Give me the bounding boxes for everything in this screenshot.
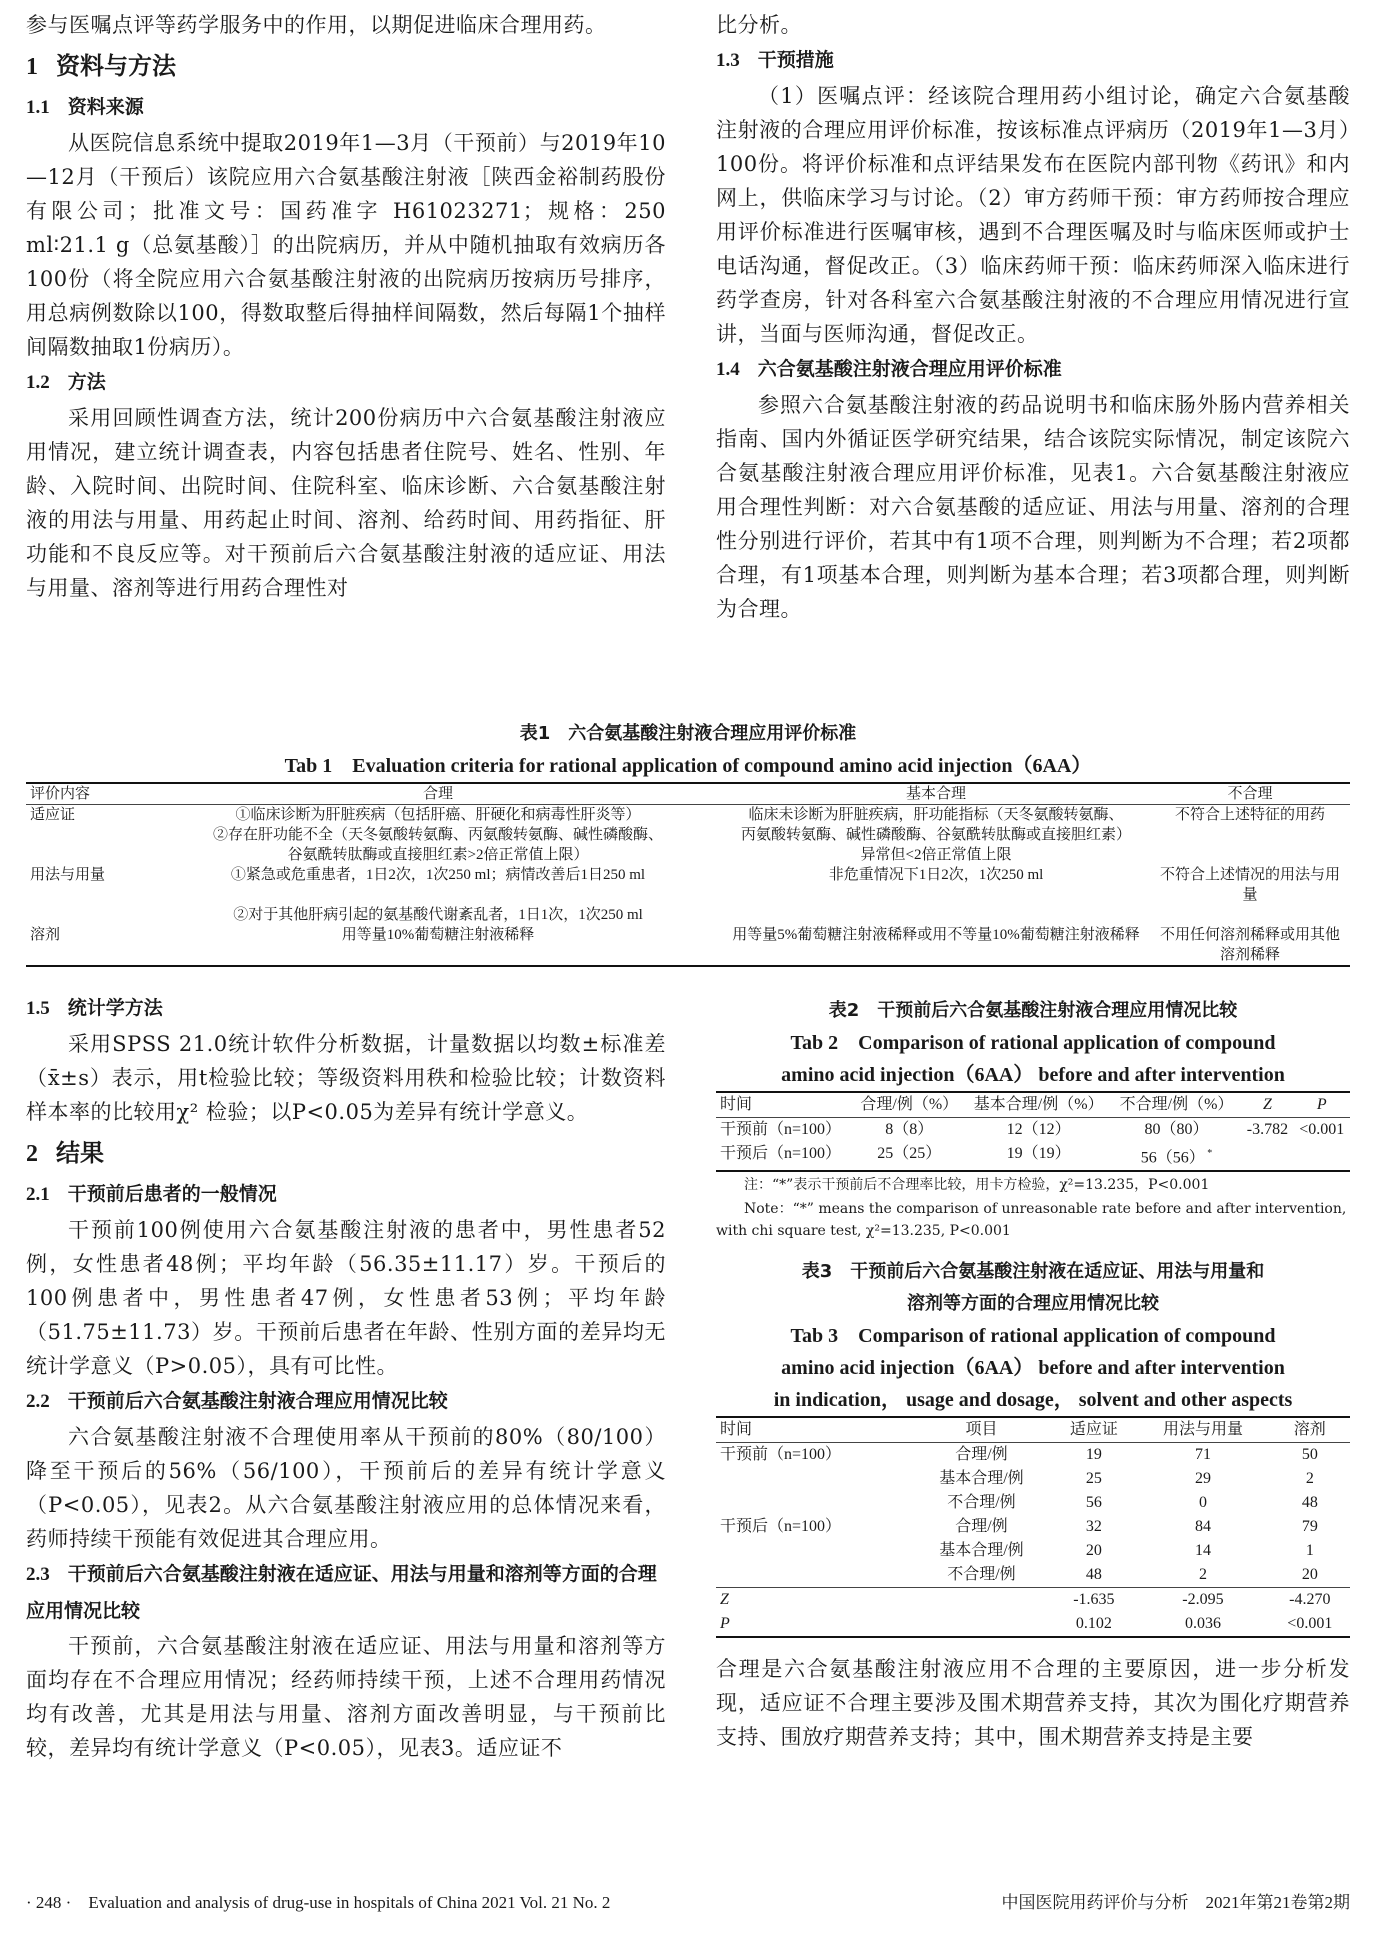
table-3-cell-item: 基本合理/例 (939, 1470, 1024, 1488)
table-3-stat-label: P (720, 1615, 730, 1633)
table-1-caption-cn: 表1 六合氨基酸注射液合理应用评价标准 (519, 723, 857, 744)
table-3-cell-time (716, 1563, 911, 1588)
table-3-header-row (716, 1417, 1350, 1443)
table-2-header-p: P (1316, 1096, 1327, 1113)
right-column-top (716, 8, 1350, 626)
paragraph-tail: 比分析。 (716, 13, 802, 37)
table-1-caption-en: Tab 1 Evaluation criteria for rational application of compound amino acid injection（6AA） (284, 755, 1092, 777)
table-3-cell-time: 干预后（n=100） (720, 1518, 842, 1536)
table-2-caption-en-2: amino acid injection（6AA） before and after intervention (781, 1064, 1285, 1086)
table-2-cell-z: -3.782 (1246, 1121, 1289, 1138)
table-2-row (716, 1118, 1350, 1143)
table-3-row (716, 1491, 1350, 1515)
table-3-cell-indication: 56 (1085, 1494, 1102, 1512)
table-2-caption-cn: 表2 干预前后六合氨基酸注射液合理应用情况比较 (828, 1000, 1238, 1021)
paragraph-2-1: 干预前100例使用六合氨基酸注射液的患者中，男性患者52例，女性患者48例；平均年龄（56.35±11.17）岁。干预后的100例患者中，男性患者47例，女性患者53例；平均年龄（51.75±11.73）岁。干预前后患者在年龄、性别方面的差异均无统计学意义（P>0.05），具有可比性。 (26, 1218, 666, 1378)
table-1-cell-unreasonable: 不符合上述情况的用法与用量 (1159, 867, 1340, 903)
table-2-cell-reasonable: 8（8） (885, 1121, 934, 1138)
table-2 (716, 995, 1350, 1242)
table-1-header-row (26, 783, 1350, 805)
table-3-cell-usage: 71 (1194, 1446, 1211, 1464)
table-3-header-indication: 适应证 (1069, 1421, 1118, 1439)
section-2-2-heading: 2.2 干预前后六合氨基酸注射液合理应用情况比较 (26, 1390, 448, 1412)
table-1-cell-reasonable: 谷氨酰转肽酶或直接胆红素>2倍正常值上限） (287, 847, 589, 863)
table-2-header-time: 时间 (720, 1096, 753, 1113)
table-3-row (716, 1539, 1350, 1563)
table-1-header-unreasonable: 不合理 (1227, 786, 1273, 802)
table-3-stat-usage: 0.036 (1184, 1615, 1221, 1633)
table-1-cell-basic: 用等量5%葡萄糖注射液稀释或用不等量10%葡萄糖注射液稀释 (732, 927, 1140, 943)
table-2-note-cn: 注：“*”表示干预前后不合理率比较，用卡方检验，χ²=13.235，P<0.001 (744, 1177, 1210, 1194)
table-2-note-en: Note：“*” means the comparison of unreasonable rate before and after intervention, with chi square test, χ²=13.235, P<0.001 (716, 1201, 1347, 1240)
table-3-caption-cn-1: 表3 干预前后六合氨基酸注射液在适应证、用法与用量和 (801, 1261, 1265, 1283)
table-1-cell-reasonable: ②存在肝功能不全（天冬氨酸转氨酶、丙氨酸转氨酶、碱性磷酸酶、 (212, 827, 663, 843)
table-1-row (26, 905, 1350, 925)
table-3-cell-indication: 32 (1085, 1518, 1102, 1536)
table-1-row (26, 805, 1350, 826)
table-1-header-basic: 基本合理 (905, 786, 966, 802)
table-3-caption-en-3: in indication， usage and dosage， solvent and other aspects (773, 1389, 1293, 1412)
table-3-caption-en-1: Tab 3 Comparison of rational application of compound (790, 1325, 1276, 1348)
table-1-cell-basic: 非危重情况下1日2次，1次250 ml (828, 867, 1044, 883)
table-3-header-solvent: 溶剂 (1293, 1421, 1326, 1439)
table-1-cell-basic (722, 905, 1150, 925)
table-1 (26, 718, 1350, 967)
table-3-cell-indication: 20 (1085, 1542, 1102, 1560)
table-1-cell-unreasonable (1150, 845, 1350, 865)
table-2-cell-unreasonable: 80（80） (1144, 1121, 1209, 1138)
paragraph-1-3: （1）医嘱点评：经该院合理用药小组讨论，确定六合氨基酸注射液的合理应用评价标准，按该标准点评病历（2019年1—3月）100份。将评价标准和点评结果发布在医院内部刊物《药讯》和内网上，供临床学习与讨论。（2）审方药师干预：审方药师按合理应用评价标准进行医嘱审核，遇到不合理医嘱及时与临床医师或护士电话沟通，督促改正。（3）临床药师干预：临床药师深入临床进行药学查房，针对各科室六合氨基酸注射液的不合理应用情况进行宣讲，当面与医师沟通，督促改正。 (716, 84, 1350, 346)
section-1-1-heading: 1.1 资料来源 (26, 96, 144, 118)
intro-tail: 参与医嘱点评等药学服务中的作用，以期促进临床合理用药。 (26, 13, 607, 37)
right-column-bottom (716, 995, 1350, 1754)
table-3-cell-usage: 84 (1194, 1518, 1211, 1536)
table-1-cell-item (26, 825, 154, 845)
table-1-cell-item (26, 845, 154, 865)
section-2-heading: 2 结果 (26, 1139, 104, 1167)
table-3-cell-usage: 29 (1194, 1470, 1211, 1488)
footer-left: · 248 · Evaluation and analysis of drug-use in hospitals of China 2021 Vol. 21 No. 2 (26, 1893, 611, 1912)
table-1-cell-reasonable: ①紧急或危重患者，1日2次，1次250 ml；病情改善后1日250 ml (230, 867, 646, 883)
table-3-cell-usage: 14 (1194, 1542, 1211, 1560)
table-2-header-reasonable: 合理/例（%） (860, 1096, 959, 1113)
table-3-stat-label: Z (720, 1591, 729, 1609)
table-3-cell-time (716, 1491, 911, 1515)
table-2-cell-basic: 12（12） (1006, 1121, 1071, 1138)
section-1-4-heading: 1.4 六合氨基酸注射液合理应用评价标准 (716, 358, 1062, 380)
table-1-cell-unreasonable: 不符合上述特征的用药 (1174, 807, 1325, 823)
table-3-cell-solvent: 2 (1305, 1470, 1314, 1488)
table-1-row (26, 865, 1350, 905)
table-2-cell-time: 干预前（n=100） (720, 1121, 842, 1138)
section-1-3-heading: 1.3 干预措施 (716, 49, 834, 71)
table-3-cell-item: 合理/例 (955, 1446, 1008, 1464)
left-column-top (26, 8, 666, 605)
table-3-cell-time: 干预前（n=100） (720, 1446, 842, 1464)
table-2-header-z: Z (1262, 1096, 1272, 1113)
table-2-cell-p (1294, 1142, 1350, 1171)
significance-marker: * (1204, 1148, 1213, 1159)
table-2-cell-reasonable: 25（25） (877, 1145, 942, 1162)
table-3-cell-solvent: 20 (1301, 1566, 1318, 1584)
section-1-2-heading: 1.2 方法 (26, 371, 106, 393)
table-3-caption-cn-2: 溶剂等方面的合理应用情况比较 (907, 1293, 1159, 1315)
table-3-header-item: 项目 (965, 1421, 998, 1439)
table-3-stat-empty (911, 1612, 1051, 1637)
table-1-cell-reasonable: 用等量10%葡萄糖注射液稀释 (341, 927, 535, 943)
section-2-1-heading: 2.1 干预前后患者的一般情况 (26, 1183, 277, 1205)
table-3-cell-usage: 0 (1198, 1494, 1207, 1512)
paragraph-final: 合理是六合氨基酸注射液应用不合理的主要原因，进一步分析发现，适应证不合理主要涉及围术期营养支持，其次为围化疗期营养支持、围放疗期营养支持；其中，围术期营养支持是主要 (716, 1657, 1350, 1750)
table-3-row (716, 1515, 1350, 1539)
table-1-cell-item (26, 905, 154, 925)
table-1-cell-unreasonable: 不用任何溶剂稀释或用其他溶剂稀释 (1159, 927, 1340, 963)
table-3-cell-solvent: 48 (1301, 1494, 1318, 1512)
table-2-cell-time: 干预后（n=100） (720, 1145, 842, 1162)
table-2-grid (716, 1091, 1350, 1172)
left-column-bottom (26, 990, 666, 1765)
table-1-row (26, 825, 1350, 845)
table-2-row (716, 1142, 1350, 1171)
table-1-row (26, 925, 1350, 966)
table-2-header-unreasonable: 不合理/例（%） (1119, 1096, 1234, 1113)
paragraph-1-4: 参照六合氨基酸注射液的药品说明书和临床肠外肠内营养相关指南、国内外循证医学研究结果，结合该院实际情况，制定该院六合氨基酸注射液合理应用评价标准，见表1。六合氨基酸注射液应用合理性判断：对六合氨基酸的适应证、用法与用量、溶剂的合理性分别进行评价，若其中有1项不合理，则判断为不合理；若2项都合理，有1项基本合理，则判断为基本合理；若3项都合理，则判断为合理。 (716, 393, 1350, 621)
table-3-caption-en-2: amino acid injection（6AA） before and after intervention (781, 1357, 1285, 1380)
table-1-header-item: 评价内容 (30, 786, 91, 802)
table-3-cell-time (716, 1467, 911, 1491)
paragraph-2-2: 六合氨基酸注射液不合理使用率从干预前的80%（80/100）降至干预后的56%（56/100），干预前后的差异有统计学意义（P<0.05），见表2。从六合氨基酸注射液应用的总体情况来看，药师持续干预能有效促进其合理应用。 (26, 1425, 666, 1551)
table-1-cell-reasonable: ①临床诊断为肝脏疾病（包括肝癌、肝硬化和病毒性肝炎等） (235, 807, 641, 823)
table-3-stat-indication: 0.102 (1075, 1615, 1112, 1633)
paragraph-1-1: 从医院信息系统中提取2019年1—3月（干预前）与2019年10—12月（干预后）该院应用六合氨基酸注射液［陕西金裕制药股份有限公司；批准文号：国药准字 H61023271；规格：250 ml∶21.1 g（总氨基酸）］的出院病历，并从中随机抽取有效病历各100份（将全院应用六合氨基酸注射液的出院病历按病历号排序，用总病例数除以100，得数取整后得抽样间隔数，然后每隔1个抽样间隔数抽取1份病历）。 (26, 131, 666, 359)
table-1-cell-unreasonable (1150, 825, 1350, 845)
table-3-cell-item: 不合理/例 (947, 1494, 1016, 1512)
table-3-cell-item: 不合理/例 (947, 1566, 1016, 1584)
table-1-cell-item: 溶剂 (30, 927, 61, 943)
footer-right: 中国医院用药评价与分析 2021年第21卷第2期 (1001, 1893, 1350, 1912)
table-3-cell-time (716, 1539, 911, 1563)
table-2-cell-unreasonable: 56（56） * (1140, 1148, 1213, 1167)
table-3-header-time: 时间 (720, 1421, 753, 1439)
table-3-cell-solvent: 50 (1301, 1446, 1318, 1464)
table-3-cell-solvent: 79 (1301, 1518, 1318, 1536)
table-1-cell-reasonable: ②对于其他肝病引起的氨基酸代谢紊乱者，1日1次，1次250 ml (233, 907, 643, 923)
table-1-cell-basic: 丙氨酸转氨酶、碱性磷酸酶、谷氨酰转肽酶或直接胆红素） (740, 827, 1131, 843)
paragraph-1-5: 采用SPSS 21.0统计软件分析数据，计量数据以均数±标准差（x̄±s）表示，用t检验比较；等级资料用秩和检验比较；计数资料样本率的比较用χ² 检验；以P<0.05为差异有统计学意义。 (26, 1032, 666, 1124)
table-1-cell-item: 用法与用量 (30, 867, 106, 883)
table-2-cell-p: <0.001 (1299, 1121, 1345, 1138)
table-2-cell-z (1241, 1142, 1293, 1171)
table-3-grid (716, 1416, 1350, 1638)
section-1-5-heading: 1.5 统计学方法 (26, 997, 163, 1019)
table-3-cell-indication: 19 (1085, 1446, 1102, 1464)
table-1-grid (26, 782, 1350, 967)
table-3-cell-solvent: 1 (1305, 1542, 1314, 1560)
table-2-caption-en-1: Tab 2 Comparison of rational application of compound (790, 1032, 1276, 1054)
table-3-row (716, 1563, 1350, 1588)
table-3-cell-item: 合理/例 (955, 1518, 1008, 1536)
table-3-stat-empty (911, 1588, 1051, 1613)
table-3 (716, 1256, 1350, 1638)
paragraph-1-2: 采用回顾性调查方法，统计200份病历中六合氨基酸注射液应用情况，建立统计调查表，内容包括患者住院号、姓名、性别、年龄、入院时间、出院时间、住院科室、临床诊断、六合氨基酸注射液的用法与用量、用药起止时间、溶剂、给药时间、用药指征、肝功能和不良反应等。对干预前后六合氨基酸注射液的适应证、用法与用量、溶剂等进行用药合理性对 (26, 406, 666, 600)
table-1-cell-basic: 临床未诊断为肝脏疾病，肝功能指标（天冬氨酸转氨酶、 (748, 807, 1124, 823)
table-1-cell-unreasonable (1150, 905, 1350, 925)
table-3-p-row (716, 1612, 1350, 1637)
table-3-cell-usage: 2 (1198, 1566, 1207, 1584)
table-3-stat-solvent: <0.001 (1287, 1615, 1333, 1633)
table-2-header-basic: 基本合理/例（%） (973, 1096, 1104, 1113)
paragraph-2-3: 干预前，六合氨基酸注射液在适应证、用法与用量和溶剂等方面均存在不合理应用情况；经药师持续干预，上述不合理用药情况均有改善，尤其是用法与用量、溶剂方面改善明显，与干预前比较，差异均有统计学意义（P<0.05），见表3。适应证不 (26, 1634, 666, 1760)
table-3-cell-indication: 25 (1085, 1470, 1102, 1488)
table-3-stat-indication: -1.635 (1073, 1591, 1115, 1609)
table-1-cell-basic: 异常但<2倍正常值上限 (860, 847, 1012, 863)
table-3-stat-usage: -2.095 (1182, 1591, 1224, 1609)
table-3-z-row (716, 1588, 1350, 1613)
table-2-cell-basic: 19（19） (1006, 1145, 1071, 1162)
table-1-cell-item: 适应证 (30, 807, 76, 823)
table-3-cell-item: 基本合理/例 (939, 1542, 1024, 1560)
table-3-cell-indication: 48 (1085, 1566, 1102, 1584)
table-3-header-usage: 用法与用量 (1162, 1421, 1243, 1439)
table-1-header-reasonable: 合理 (422, 786, 453, 802)
table-2-header-row (716, 1092, 1350, 1118)
section-1-heading: 1 资料与方法 (26, 52, 176, 80)
table-3-row (716, 1467, 1350, 1491)
table-3-row (716, 1443, 1350, 1468)
section-2-3-heading: 2.3 干预前后六合氨基酸注射液在适应证、用法与用量和溶剂等方面的合理应用情况比较 (26, 1563, 657, 1622)
table-1-row (26, 845, 1350, 865)
table-3-stat-solvent: -4.270 (1289, 1591, 1331, 1609)
